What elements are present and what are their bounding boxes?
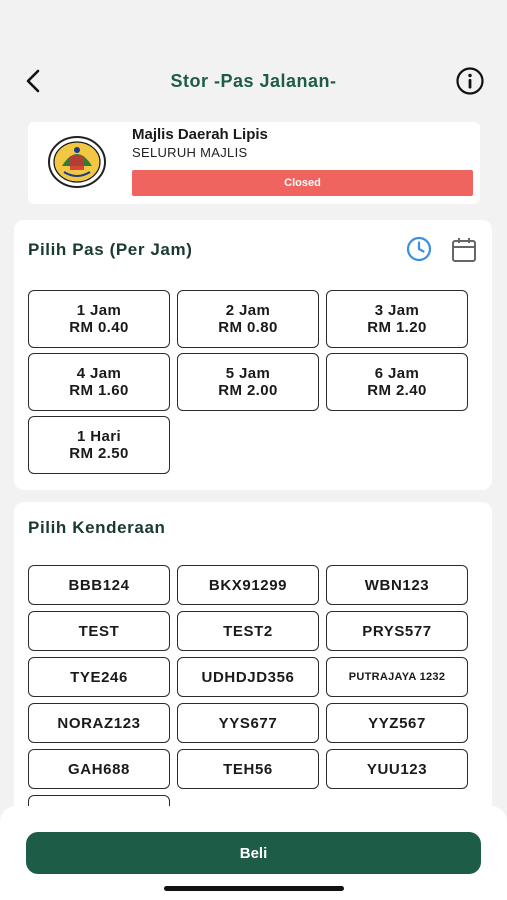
pass-option-1-hari[interactable] xyxy=(28,416,170,474)
vehicle-option[interactable]: PRYS577 xyxy=(326,611,468,651)
pass-option-6-jam[interactable] xyxy=(326,353,468,411)
vehicle-panel xyxy=(14,502,492,832)
pass-price: RM 0.80 xyxy=(218,319,278,336)
pass-duration: 3 Jam xyxy=(374,302,420,319)
pass-options-grid xyxy=(28,290,468,474)
pass-panel xyxy=(14,220,492,490)
pass-duration: 5 Jam xyxy=(225,365,271,382)
top-nav-bar xyxy=(0,58,507,104)
vehicle-option[interactable]: GAH688 xyxy=(28,749,170,789)
council-card xyxy=(28,122,480,204)
pass-price: RM 1.60 xyxy=(69,382,129,399)
vehicle-section-title: Pilih Kenderaan xyxy=(28,518,166,537)
status-badge: Closed xyxy=(132,170,473,196)
pass-option-5-jam[interactable] xyxy=(177,353,319,411)
council-logo xyxy=(48,136,106,188)
pass-duration: 2 Jam xyxy=(225,302,271,319)
vehicle-option[interactable]: PUTRAJAYA 1232 xyxy=(326,657,468,697)
home-indicator xyxy=(164,886,344,891)
vehicle-option[interactable]: YUU123 xyxy=(326,749,468,789)
pass-duration: 4 Jam xyxy=(76,365,122,382)
pass-price: RM 1.20 xyxy=(367,319,427,336)
vehicle-option[interactable]: BKX91299 xyxy=(177,565,319,605)
info-icon xyxy=(455,66,485,96)
pass-price: RM 0.40 xyxy=(69,319,129,336)
pass-section-title: Pilih Pas (Per Jam) xyxy=(28,240,193,259)
vehicle-option[interactable]: NORAZ123 xyxy=(28,703,170,743)
vehicle-option[interactable]: YYS677 xyxy=(177,703,319,743)
vehicle-option[interactable]: UDHDJD356 xyxy=(177,657,319,697)
vehicle-option[interactable]: TEST xyxy=(28,611,170,651)
pass-price: RM 2.00 xyxy=(218,382,278,399)
pass-option-2-jam[interactable] xyxy=(177,290,319,348)
info-button[interactable] xyxy=(455,66,485,96)
pass-option-4-jam[interactable] xyxy=(28,353,170,411)
vehicle-options-grid xyxy=(28,565,468,832)
pass-price: RM 2.50 xyxy=(69,445,129,462)
vehicle-option[interactable]: TEH56 xyxy=(177,749,319,789)
vehicle-option[interactable]: TEST2 xyxy=(177,611,319,651)
chevron-left-icon xyxy=(25,69,41,93)
page-title: Stor -Pas Jalanan- xyxy=(170,70,337,91)
vehicle-option[interactable]: BBB124 xyxy=(28,565,170,605)
pass-option-3-jam[interactable] xyxy=(326,290,468,348)
pass-option-1-jam[interactable] xyxy=(28,290,170,348)
calendar-icon xyxy=(450,236,478,264)
vehicle-option[interactable]: YYZ567 xyxy=(326,703,468,743)
back-button[interactable] xyxy=(18,66,48,96)
pass-price: RM 2.40 xyxy=(367,382,427,399)
status-bar xyxy=(0,0,507,50)
vehicle-option[interactable]: WBN123 xyxy=(326,565,468,605)
pass-duration: 6 Jam xyxy=(374,365,420,382)
council-name: Majlis Daerah Lipis xyxy=(132,126,268,143)
daily-toggle-button[interactable] xyxy=(450,236,478,264)
council-area: SELURUH MAJLIS xyxy=(132,145,248,160)
bottom-action-bar xyxy=(0,806,507,900)
clock-icon xyxy=(405,235,433,263)
buy-button[interactable]: Beli xyxy=(26,832,481,874)
pass-duration: 1 Jam xyxy=(76,302,122,319)
vehicle-option[interactable]: TYE246 xyxy=(28,657,170,697)
hourly-toggle-button[interactable] xyxy=(405,235,433,263)
pass-duration: 1 Hari xyxy=(76,428,122,445)
